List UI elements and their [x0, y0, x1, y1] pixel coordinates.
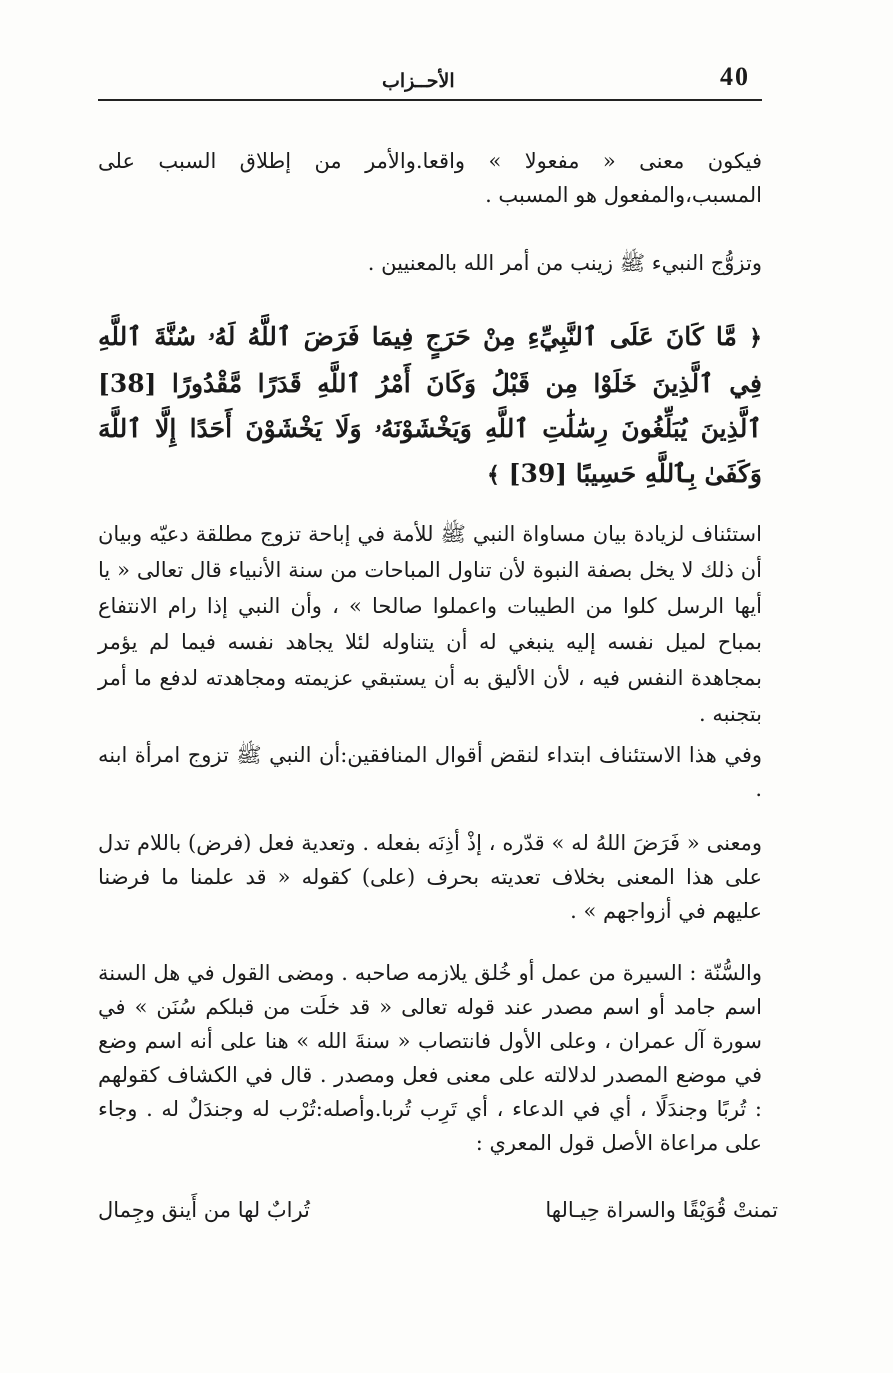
paragraph-2: وتزوُّج النبيء ﷺ زينب من أمر الله بالمعنيين .: [367, 251, 762, 275]
paragraph-6: والسُّنّة : السيرة من عمل أو خُلق يلازمه صاحبه . ومضى القول في هل السنة اسم جامد أو اسم مصدر عند قوله تعالى « قد خلَت من قبلكم سُنَن » في سورة آل عمران ، وعلى الأول فانتصاب « سنةَ الله » هنا على أنه اسم وضع في موضع المصدر لدلالته على معنى فعل ومصدر . قال في الكشاف كقولهم : تُربًا وجندَلًا ، أي في الدعاء ، أي تَرِب تُربا.وأصله:تُرْب له وجندَلٌ له . وجاء على مراعاة الأصل قول المعري :: [98, 961, 762, 1155]
poetry-verse: [98, 1198, 778, 1238]
page-header: [98, 52, 762, 104]
page-number: 40: [720, 62, 750, 91]
verse-first-hemistich: تمنتْ قُوَيْقًا والسراة حِيـالها: [545, 1198, 778, 1222]
quran-open-bracket: ﴿: [749, 325, 762, 351]
verse-second-hemistich: تُرابٌ لها من أَينق وجِمال: [98, 1198, 310, 1222]
quran-verse-block: [98, 314, 762, 498]
running-title: الأحــزاب: [382, 70, 455, 92]
paragraph-5: ومعنى « فَرَضَ اللهُ له » قدّره ، إذْ أذِنَه بفعله . وتعدية فعل (فرض) باللام تدل على هذا المعنى بخلاف تعديته بحرف (على) كقوله « قد علمنا ما فرضنا عليهم في أزواجهم » .: [98, 831, 762, 923]
header-rule: [98, 99, 762, 101]
quran-text: مَّا كَانَ عَلَى ٱلنَّبِيِّءِ مِنْ حَرَجٍ فِيمَا فَرَضَ ٱللَّهُ لَهُۥ سُنَّةَ ٱللَّهِ فِي ٱلَّذِينَ خَلَوْا مِن قَبْلُ وَكَانَ أَمْرُ ٱللَّهِ قَدَرًا مَّقْدُورًا [38] ٱلَّذِينَ يُبَلِّغُونَ رِسَٰلَٰتِ ٱللَّهِ وَيَخْشَوْنَهُۥ وَلَا يَخْشَوْنَ أَحَدًا إِلَّا ٱللَّهَ وَكَفَىٰ بِٱللَّهِ حَسِيبًا [39]: [98, 322, 762, 488]
paragraph-3: استئناف لزيادة بيان مساواة النبي ﷺ للأمة في إباحة تزوج مطلقة دعيّه وبيان أن ذلك لا يخل بصفة النبوة لأن تناول المباحات من سنة الأنبياء قال تعالى « يا أيها الرسل كلوا من الطيبات واعملوا صالحا » ، وأن النبي إذا رام الانتفاع بمباح لميل نفسه إليه ينبغي له أن يتناوله لئلا يجاهد نفسه فيما لم يؤمر بمجاهدة النفس فيه ، لأن الأليق به أن يستبقي عزيمته ومجاهدته لدفع ما أمر بتجنبه .: [98, 522, 762, 726]
paragraph-4: وفي هذا الاستئناف ابتداء لنقض أقوال المنافقين:أن النبي ﷺ تزوج امرأة ابنه .: [98, 743, 762, 801]
quran-close-bracket: ﴾: [486, 462, 500, 488]
paragraph-1: فيكون معنى « مفعولا » واقعا.والأمر من إطلاق السبب على المسبب،والمفعول هو المسبب .: [98, 149, 762, 207]
